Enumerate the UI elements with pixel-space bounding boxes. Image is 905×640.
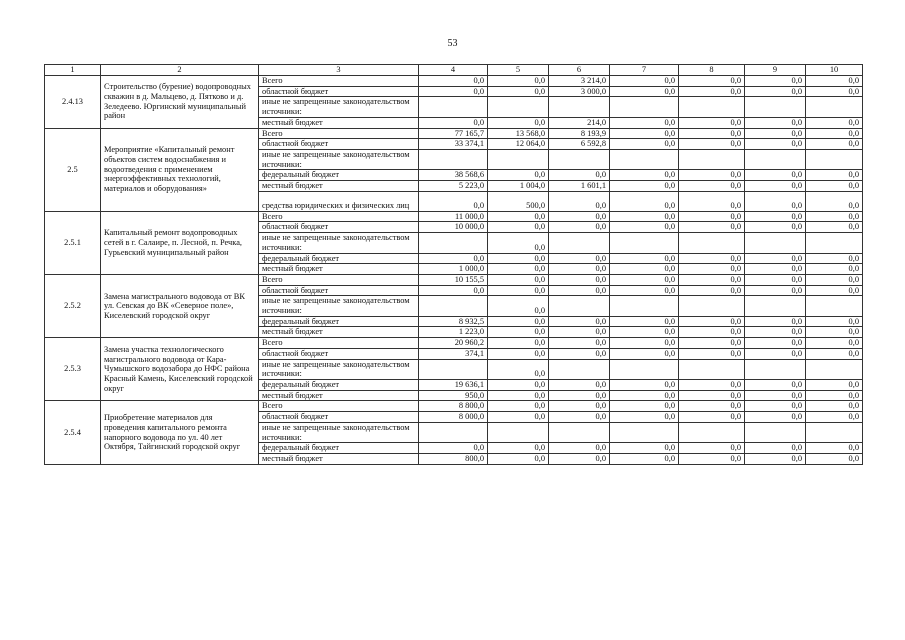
amount-cell: 0,0 — [679, 170, 745, 181]
amount-cell: 0,0 — [610, 316, 679, 327]
amount-cell — [679, 97, 745, 117]
amount-cell: 0,0 — [745, 285, 806, 296]
amount-cell — [806, 359, 863, 379]
amount-cell: 0,0 — [745, 76, 806, 87]
table-row — [45, 76, 863, 87]
item-name: Замена магистрального водовода от ВК ул. Севская до ВК «Северное поле», Киселевский городской округ — [101, 274, 259, 337]
amount-cell — [610, 422, 679, 442]
amount-cell: 0,0 — [610, 412, 679, 423]
funding-source: областной бюджет — [259, 86, 419, 97]
amount-cell: 0,0 — [488, 233, 549, 253]
amount-cell: 0,0 — [806, 327, 863, 338]
amount-cell: 0,0 — [806, 390, 863, 401]
amount-cell: 0,0 — [679, 316, 745, 327]
item-number: 2.4.13 — [45, 76, 101, 129]
amount-cell — [745, 233, 806, 253]
amount-cell — [549, 233, 610, 253]
amount-cell — [679, 296, 745, 316]
funding-source: федеральный бюджет — [259, 170, 419, 181]
amount-cell: 0,0 — [745, 253, 806, 264]
funding-source: федеральный бюджет — [259, 253, 419, 264]
amount-cell — [745, 296, 806, 316]
amount-cell: 0,0 — [806, 379, 863, 390]
amount-cell: 20 960,2 — [419, 338, 488, 349]
funding-source: федеральный бюджет — [259, 443, 419, 454]
amount-cell — [679, 149, 745, 169]
table-row — [45, 338, 863, 349]
amount-cell: 0,0 — [745, 379, 806, 390]
amount-cell: 33 374,1 — [419, 139, 488, 150]
column-header: 6 — [549, 65, 610, 76]
header-row — [45, 65, 863, 76]
amount-cell: 0,0 — [806, 453, 863, 464]
amount-cell: 0,0 — [679, 453, 745, 464]
funding-source: местный бюджет — [259, 390, 419, 401]
amount-cell — [549, 296, 610, 316]
amount-cell — [419, 422, 488, 442]
amount-cell: 0,0 — [488, 76, 549, 87]
amount-cell: 0,0 — [488, 264, 549, 275]
amount-cell: 0,0 — [610, 170, 679, 181]
amount-cell: 3 000,0 — [549, 86, 610, 97]
amount-cell: 0,0 — [679, 379, 745, 390]
amount-cell — [610, 97, 679, 117]
amount-cell: 0,0 — [488, 170, 549, 181]
column-header: 7 — [610, 65, 679, 76]
funding-source: средства юридических и физических лиц — [259, 191, 419, 211]
amount-cell: 0,0 — [745, 316, 806, 327]
amount-cell: 0,0 — [610, 274, 679, 285]
amount-cell: 0,0 — [806, 285, 863, 296]
amount-cell: 0,0 — [610, 453, 679, 464]
amount-cell: 0,0 — [549, 348, 610, 359]
amount-cell: 0,0 — [806, 348, 863, 359]
amount-cell: 0,0 — [806, 211, 863, 222]
amount-cell: 0,0 — [806, 117, 863, 128]
table-row — [45, 401, 863, 412]
amount-cell: 0,0 — [745, 274, 806, 285]
amount-cell: 0,0 — [488, 379, 549, 390]
amount-cell: 0,0 — [419, 86, 488, 97]
item-name: Мероприятие «Капитальный ремонт объектов систем водоснабжения и водоотведения с применением энергоэффективных технологий, материалов и оборудования» — [101, 128, 259, 211]
amount-cell: 0,0 — [488, 327, 549, 338]
amount-cell: 0,0 — [679, 338, 745, 349]
amount-cell — [806, 233, 863, 253]
amount-cell: 0,0 — [419, 285, 488, 296]
amount-cell: 374,1 — [419, 348, 488, 359]
amount-cell: 0,0 — [488, 412, 549, 423]
table-row — [45, 128, 863, 139]
funding-source: областной бюджет — [259, 222, 419, 233]
amount-cell: 0,0 — [488, 453, 549, 464]
funding-source: местный бюджет — [259, 264, 419, 275]
amount-cell: 0,0 — [549, 379, 610, 390]
amount-cell: 0,0 — [679, 274, 745, 285]
amount-cell — [610, 149, 679, 169]
amount-cell: 0,0 — [610, 379, 679, 390]
amount-cell — [549, 97, 610, 117]
amount-cell: 0,0 — [488, 117, 549, 128]
amount-cell: 0,0 — [745, 128, 806, 139]
funding-source: иные не запрещенные законодательством источники: — [259, 149, 419, 169]
amount-cell: 0,0 — [679, 443, 745, 454]
amount-cell — [745, 359, 806, 379]
amount-cell: 500,0 — [488, 191, 549, 211]
item-name: Капитальный ремонт водопроводных сетей в г. Салаире, п. Лесной, п. Речка, Гурьевский муниципальный район — [101, 211, 259, 274]
amount-cell: 0,0 — [806, 191, 863, 211]
column-header: 8 — [679, 65, 745, 76]
amount-cell: 0,0 — [806, 443, 863, 454]
amount-cell: 10 155,5 — [419, 274, 488, 285]
amount-cell: 0,0 — [679, 76, 745, 87]
amount-cell — [419, 149, 488, 169]
item-name: Приобретение материалов для проведения капитального ремонта напорного водовода по ул. 40 лет Октября, Тайгинский городской округ — [101, 401, 259, 464]
amount-cell: 0,0 — [610, 401, 679, 412]
amount-cell: 214,0 — [549, 117, 610, 128]
amount-cell: 0,0 — [745, 139, 806, 150]
amount-cell — [419, 359, 488, 379]
funding-source: Всего — [259, 274, 419, 285]
amount-cell: 13 568,0 — [488, 128, 549, 139]
item-number: 2.5.4 — [45, 401, 101, 464]
amount-cell — [610, 233, 679, 253]
funding-source: Всего — [259, 76, 419, 87]
amount-cell: 38 568,6 — [419, 170, 488, 181]
amount-cell — [610, 359, 679, 379]
amount-cell: 0,0 — [610, 117, 679, 128]
amount-cell: 0,0 — [419, 191, 488, 211]
amount-cell: 0,0 — [488, 296, 549, 316]
funding-source: иные не запрещенные законодательством источники: — [259, 422, 419, 442]
amount-cell: 0,0 — [679, 181, 745, 192]
funding-source: Всего — [259, 128, 419, 139]
amount-cell: 0,0 — [745, 170, 806, 181]
amount-cell: 0,0 — [745, 338, 806, 349]
amount-cell: 0,0 — [745, 327, 806, 338]
amount-cell: 0,0 — [488, 211, 549, 222]
amount-cell: 1 000,0 — [419, 264, 488, 275]
amount-cell — [679, 359, 745, 379]
amount-cell: 0,0 — [610, 253, 679, 264]
amount-cell: 0,0 — [549, 412, 610, 423]
amount-cell: 8 193,9 — [549, 128, 610, 139]
amount-cell: 0,0 — [679, 128, 745, 139]
amount-cell: 1 223,0 — [419, 327, 488, 338]
amount-cell — [419, 296, 488, 316]
amount-cell: 0,0 — [745, 86, 806, 97]
amount-cell: 0,0 — [549, 285, 610, 296]
amount-cell: 1 004,0 — [488, 181, 549, 192]
amount-cell: 0,0 — [679, 253, 745, 264]
amount-cell: 0,0 — [679, 86, 745, 97]
amount-cell — [488, 97, 549, 117]
amount-cell — [419, 233, 488, 253]
funding-source: иные не запрещенные законодательством источники: — [259, 359, 419, 379]
amount-cell: 0,0 — [549, 338, 610, 349]
amount-cell: 0,0 — [806, 181, 863, 192]
amount-cell: 0,0 — [679, 191, 745, 211]
amount-cell: 0,0 — [806, 401, 863, 412]
amount-cell: 0,0 — [488, 401, 549, 412]
amount-cell: 8 932,5 — [419, 316, 488, 327]
amount-cell — [610, 296, 679, 316]
amount-cell: 0,0 — [610, 338, 679, 349]
amount-cell: 0,0 — [745, 348, 806, 359]
amount-cell: 3 214,0 — [549, 76, 610, 87]
amount-cell: 0,0 — [419, 117, 488, 128]
funding-source: областной бюджет — [259, 139, 419, 150]
amount-cell: 10 000,0 — [419, 222, 488, 233]
amount-cell: 0,0 — [679, 117, 745, 128]
amount-cell — [745, 149, 806, 169]
funding-source: областной бюджет — [259, 285, 419, 296]
funding-source: иные не запрещенные законодательством источники: — [259, 97, 419, 117]
amount-cell: 0,0 — [679, 264, 745, 275]
amount-cell: 0,0 — [610, 348, 679, 359]
amount-cell: 0,0 — [745, 181, 806, 192]
column-header: 9 — [745, 65, 806, 76]
column-header: 10 — [806, 65, 863, 76]
amount-cell: 0,0 — [745, 191, 806, 211]
amount-cell: 0,0 — [610, 264, 679, 275]
funding-source: федеральный бюджет — [259, 316, 419, 327]
amount-cell: 0,0 — [610, 139, 679, 150]
item-number: 2.5.3 — [45, 338, 101, 401]
amount-cell — [549, 149, 610, 169]
amount-cell: 0,0 — [610, 443, 679, 454]
amount-cell — [419, 97, 488, 117]
amount-cell: 0,0 — [806, 222, 863, 233]
amount-cell: 0,0 — [549, 401, 610, 412]
amount-cell: 0,0 — [806, 316, 863, 327]
amount-cell: 0,0 — [549, 264, 610, 275]
amount-cell: 0,0 — [419, 443, 488, 454]
amount-cell: 0,0 — [610, 128, 679, 139]
amount-cell: 0,0 — [488, 359, 549, 379]
amount-cell: 0,0 — [679, 285, 745, 296]
funding-source: местный бюджет — [259, 453, 419, 464]
amount-cell: 12 064,0 — [488, 139, 549, 150]
amount-cell: 0,0 — [488, 348, 549, 359]
funding-source: местный бюджет — [259, 117, 419, 128]
amount-cell: 0,0 — [549, 170, 610, 181]
amount-cell: 5 223,0 — [419, 181, 488, 192]
amount-cell: 77 165,7 — [419, 128, 488, 139]
item-number: 2.5.1 — [45, 211, 101, 274]
amount-cell — [745, 422, 806, 442]
funding-source: Всего — [259, 401, 419, 412]
amount-cell — [806, 149, 863, 169]
amount-cell: 0,0 — [488, 390, 549, 401]
amount-cell — [488, 149, 549, 169]
amount-cell: 0,0 — [610, 211, 679, 222]
funding-source: Всего — [259, 211, 419, 222]
amount-cell: 0,0 — [549, 222, 610, 233]
amount-cell: 0,0 — [610, 222, 679, 233]
column-header: 1 — [45, 65, 101, 76]
amount-cell — [679, 233, 745, 253]
amount-cell: 0,0 — [610, 327, 679, 338]
amount-cell: 0,0 — [488, 338, 549, 349]
funding-source: местный бюджет — [259, 181, 419, 192]
amount-cell — [745, 97, 806, 117]
amount-cell — [549, 422, 610, 442]
funding-source: федеральный бюджет — [259, 379, 419, 390]
amount-cell: 0,0 — [806, 86, 863, 97]
amount-cell: 0,0 — [806, 128, 863, 139]
column-header: 2 — [101, 65, 259, 76]
amount-cell — [806, 422, 863, 442]
amount-cell: 0,0 — [549, 453, 610, 464]
amount-cell — [806, 97, 863, 117]
amount-cell: 0,0 — [488, 443, 549, 454]
funding-source: областной бюджет — [259, 348, 419, 359]
column-header: 5 — [488, 65, 549, 76]
amount-cell: 8 000,0 — [419, 412, 488, 423]
amount-cell: 0,0 — [806, 253, 863, 264]
amount-cell: 0,0 — [419, 76, 488, 87]
amount-cell: 0,0 — [745, 412, 806, 423]
amount-cell: 0,0 — [806, 412, 863, 423]
item-name: Замена участка технологического магистрального водовода от Кара-Чумышского водозабора до НФС района Красный Камень, Киселевский городской округ — [101, 338, 259, 401]
amount-cell: 0,0 — [806, 274, 863, 285]
amount-cell: 950,0 — [419, 390, 488, 401]
column-header: 4 — [419, 65, 488, 76]
amount-cell: 800,0 — [419, 453, 488, 464]
amount-cell: 0,0 — [488, 274, 549, 285]
amount-cell: 0,0 — [745, 117, 806, 128]
amount-cell: 0,0 — [610, 191, 679, 211]
amount-cell: 0,0 — [679, 348, 745, 359]
amount-cell: 0,0 — [610, 181, 679, 192]
amount-cell: 0,0 — [488, 253, 549, 264]
amount-cell: 8 800,0 — [419, 401, 488, 412]
item-name: Строительство (бурение) водопроводных скважин в д. Мальцево, д. Пятково и д. Зеледеево. Юргинский муниципальный район — [101, 76, 259, 129]
funding-source: иные не запрещенные законодательством источники: — [259, 296, 419, 316]
amount-cell: 0,0 — [679, 211, 745, 222]
funding-source: иные не запрещенные законодательством источники: — [259, 233, 419, 253]
amount-cell — [679, 422, 745, 442]
amount-cell: 0,0 — [610, 86, 679, 97]
amount-cell: 0,0 — [745, 453, 806, 464]
amount-cell: 0,0 — [610, 390, 679, 401]
amount-cell: 6 592,8 — [549, 139, 610, 150]
page-number: 53 — [447, 38, 458, 49]
amount-cell: 0,0 — [679, 327, 745, 338]
amount-cell: 0,0 — [549, 253, 610, 264]
amount-cell: 0,0 — [745, 390, 806, 401]
item-number: 2.5.2 — [45, 274, 101, 337]
amount-cell: 0,0 — [488, 86, 549, 97]
amount-cell: 0,0 — [610, 285, 679, 296]
amount-cell: 0,0 — [745, 211, 806, 222]
funding-source: местный бюджет — [259, 327, 419, 338]
amount-cell — [806, 296, 863, 316]
amount-cell: 0,0 — [806, 170, 863, 181]
funding-source: Всего — [259, 338, 419, 349]
amount-cell: 0,0 — [488, 316, 549, 327]
amount-cell: 0,0 — [419, 253, 488, 264]
amount-cell: 0,0 — [549, 327, 610, 338]
amount-cell: 0,0 — [679, 139, 745, 150]
amount-cell: 0,0 — [806, 264, 863, 275]
amount-cell: 0,0 — [679, 401, 745, 412]
amount-cell: 0,0 — [679, 390, 745, 401]
amount-cell: 0,0 — [806, 76, 863, 87]
amount-cell: 0,0 — [549, 316, 610, 327]
amount-cell: 1 601,1 — [549, 181, 610, 192]
amount-cell: 0,0 — [745, 443, 806, 454]
amount-cell: 0,0 — [679, 222, 745, 233]
column-header: 3 — [259, 65, 419, 76]
amount-cell: 0,0 — [806, 139, 863, 150]
amount-cell: 0,0 — [549, 274, 610, 285]
amount-cell: 0,0 — [488, 285, 549, 296]
amount-cell: 0,0 — [679, 412, 745, 423]
item-number: 2.5 — [45, 128, 101, 211]
amount-cell: 0,0 — [549, 211, 610, 222]
amount-cell: 11 000,0 — [419, 211, 488, 222]
amount-cell: 0,0 — [745, 222, 806, 233]
amount-cell — [549, 359, 610, 379]
amount-cell: 0,0 — [610, 76, 679, 87]
table-row — [45, 274, 863, 285]
amount-cell: 0,0 — [745, 401, 806, 412]
amount-cell: 19 636,1 — [419, 379, 488, 390]
amount-cell: 0,0 — [806, 338, 863, 349]
amount-cell: 0,0 — [549, 390, 610, 401]
table-row — [45, 211, 863, 222]
amount-cell — [488, 422, 549, 442]
amount-cell: 0,0 — [745, 264, 806, 275]
amount-cell: 0,0 — [549, 191, 610, 211]
amount-cell: 0,0 — [549, 443, 610, 454]
budget-table — [44, 64, 863, 465]
amount-cell: 0,0 — [488, 222, 549, 233]
funding-source: областной бюджет — [259, 412, 419, 423]
